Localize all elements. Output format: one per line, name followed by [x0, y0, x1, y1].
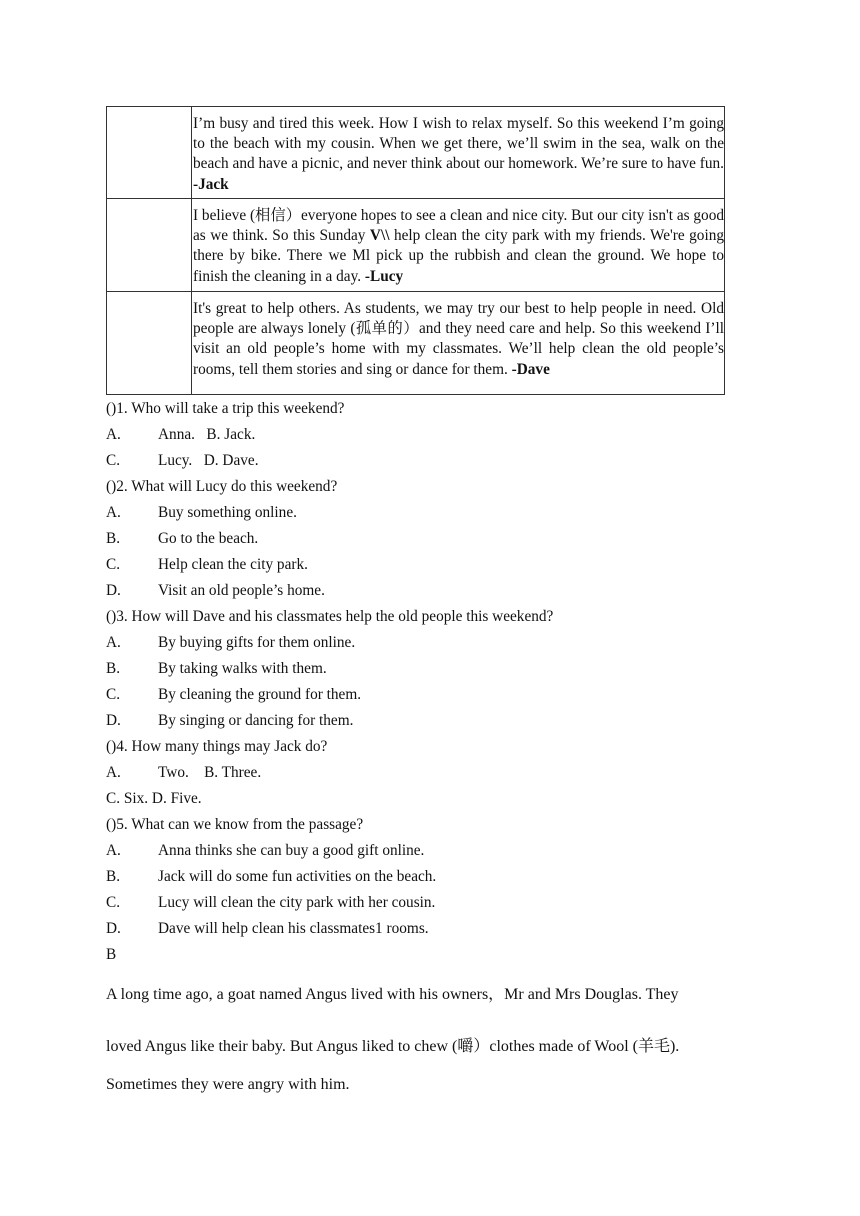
passage-body: It's great to help others. As students, we may try our best to help people in need. Old people are always lonely (孤单的）and they need care and help. So this weekend I’ll visit an old people’s home with my classmates. We’ll help clean the old people’s rooms, tell them stories and sing or dance for them. — [193, 300, 724, 378]
question-1-stem: ()1. Who will take a trip this weekend? — [106, 400, 345, 417]
question-2-option-b — [106, 530, 258, 548]
option-text: By singing or dancing for them. — [158, 712, 354, 729]
question-2-option-c — [106, 556, 308, 574]
question-1-options-row2 — [106, 452, 259, 470]
option-letter: C. — [106, 894, 121, 911]
option-letter: D. — [106, 582, 121, 599]
option-text: Go to the beach. — [158, 530, 259, 547]
option-text: Jack will do some fun activities on the beach. — [158, 868, 437, 885]
section-b-label: B — [106, 946, 117, 963]
question-5-stem: ()5. What can we know from the passage? — [106, 816, 364, 833]
option-letter: D. — [106, 920, 121, 937]
question-3-option-b — [106, 660, 327, 678]
question-1-options-row1 — [106, 426, 255, 444]
option-letter: B. — [106, 868, 121, 885]
option-text: Visit an old people’s home. — [158, 582, 325, 599]
option-text: Dave will help clean his classmates1 rooms. — [158, 920, 429, 937]
question-5-option-d — [106, 920, 429, 938]
question-5-option-c — [106, 894, 435, 912]
passages-table — [106, 106, 725, 395]
passage-body: I’m busy and tired this week. How I wish to relax myself. So this weekend I’m going to the beach with my cousin. When we get there, we’ll swim in the sea, walk on the beach and have a picnic, and never think about our homework. We’re sure to have fun. — [193, 115, 724, 173]
passage-text-lucy — [192, 199, 725, 292]
option-text: Help clean the city park. — [158, 556, 308, 573]
option-letter: A. — [106, 764, 121, 781]
option-text: Anna thinks she can buy a good gift online. — [158, 842, 425, 859]
question-4-options-row2: C. Six. D. Five. — [106, 790, 202, 807]
option-letter: B. — [106, 660, 121, 677]
option-text: Buy something online. — [158, 504, 297, 521]
passage-body-cont: help clean the city park with my friends. We're going there by bike. There we Ml pick up the rubbish and clean the ground. We hope to finish the cleaning in a day. — [193, 227, 724, 285]
option-letter: A. — [106, 504, 121, 521]
option-letter: A. — [106, 426, 121, 443]
passage-signature: -Lucy — [364, 267, 404, 285]
question-4-stem: ()4. How many things may Jack do? — [106, 738, 328, 755]
option-text: Anna. B. Jack. — [158, 426, 256, 443]
option-text: Two. B. Three. — [158, 764, 262, 781]
question-2-option-d — [106, 582, 325, 600]
passage-row-lucy — [107, 199, 725, 292]
option-text: By buying gifts for them online. — [158, 634, 356, 651]
question-2-stem: ()2. What will Lucy do this weekend? — [106, 478, 338, 495]
question-4-options-row1 — [106, 764, 261, 782]
blank-name-cell — [107, 107, 192, 199]
option-text: By taking walks with them. — [158, 660, 327, 677]
passage-row-jack — [107, 107, 725, 199]
blank-name-cell — [107, 199, 192, 292]
passage-text-dave — [192, 292, 725, 395]
passage-body: I believe (相信）everyone hopes to see a clean and nice city. But our city isn't as good as we think. So this Sunday — [193, 207, 724, 245]
question-5-option-a — [106, 842, 424, 860]
option-text: Lucy will clean the city park with her cousin. — [158, 894, 436, 911]
question-3-option-d — [106, 712, 353, 730]
option-letter: C. — [106, 452, 121, 469]
section-b-paragraph-line-2: loved Angus like their baby. But Angus liked to chew (嚼）clothes made of Wool (羊毛). — [106, 1038, 680, 1055]
question-5-option-b — [106, 868, 436, 886]
question-2-option-a — [106, 504, 297, 522]
question-3-option-c — [106, 686, 361, 704]
option-letter: C. — [106, 556, 121, 573]
blank-name-cell — [107, 292, 192, 395]
passage-signature: -Jack — [193, 175, 229, 193]
option-text: Lucy. D. Dave. — [158, 452, 259, 469]
section-b-paragraph-line-1: A long time ago, a goat named Angus lived with his owners，Mr and Mrs Douglas. They — [106, 986, 679, 1003]
option-text: By cleaning the ground for them. — [158, 686, 362, 703]
passage-signature: -Dave — [511, 360, 550, 378]
passage-row-dave — [107, 292, 725, 395]
section-b-paragraph-line-3: Sometimes they were angry with him. — [106, 1076, 350, 1093]
garbled-word: V\\ — [369, 227, 390, 245]
question-3-option-a — [106, 634, 355, 652]
option-letter: A. — [106, 842, 121, 859]
option-letter: C. — [106, 686, 121, 703]
option-letter: B. — [106, 530, 121, 547]
option-letter: D. — [106, 712, 121, 729]
question-3-stem: ()3. How will Dave and his classmates help the old people this weekend? — [106, 608, 554, 625]
option-letter: A. — [106, 634, 121, 651]
passage-text-jack — [192, 107, 725, 199]
